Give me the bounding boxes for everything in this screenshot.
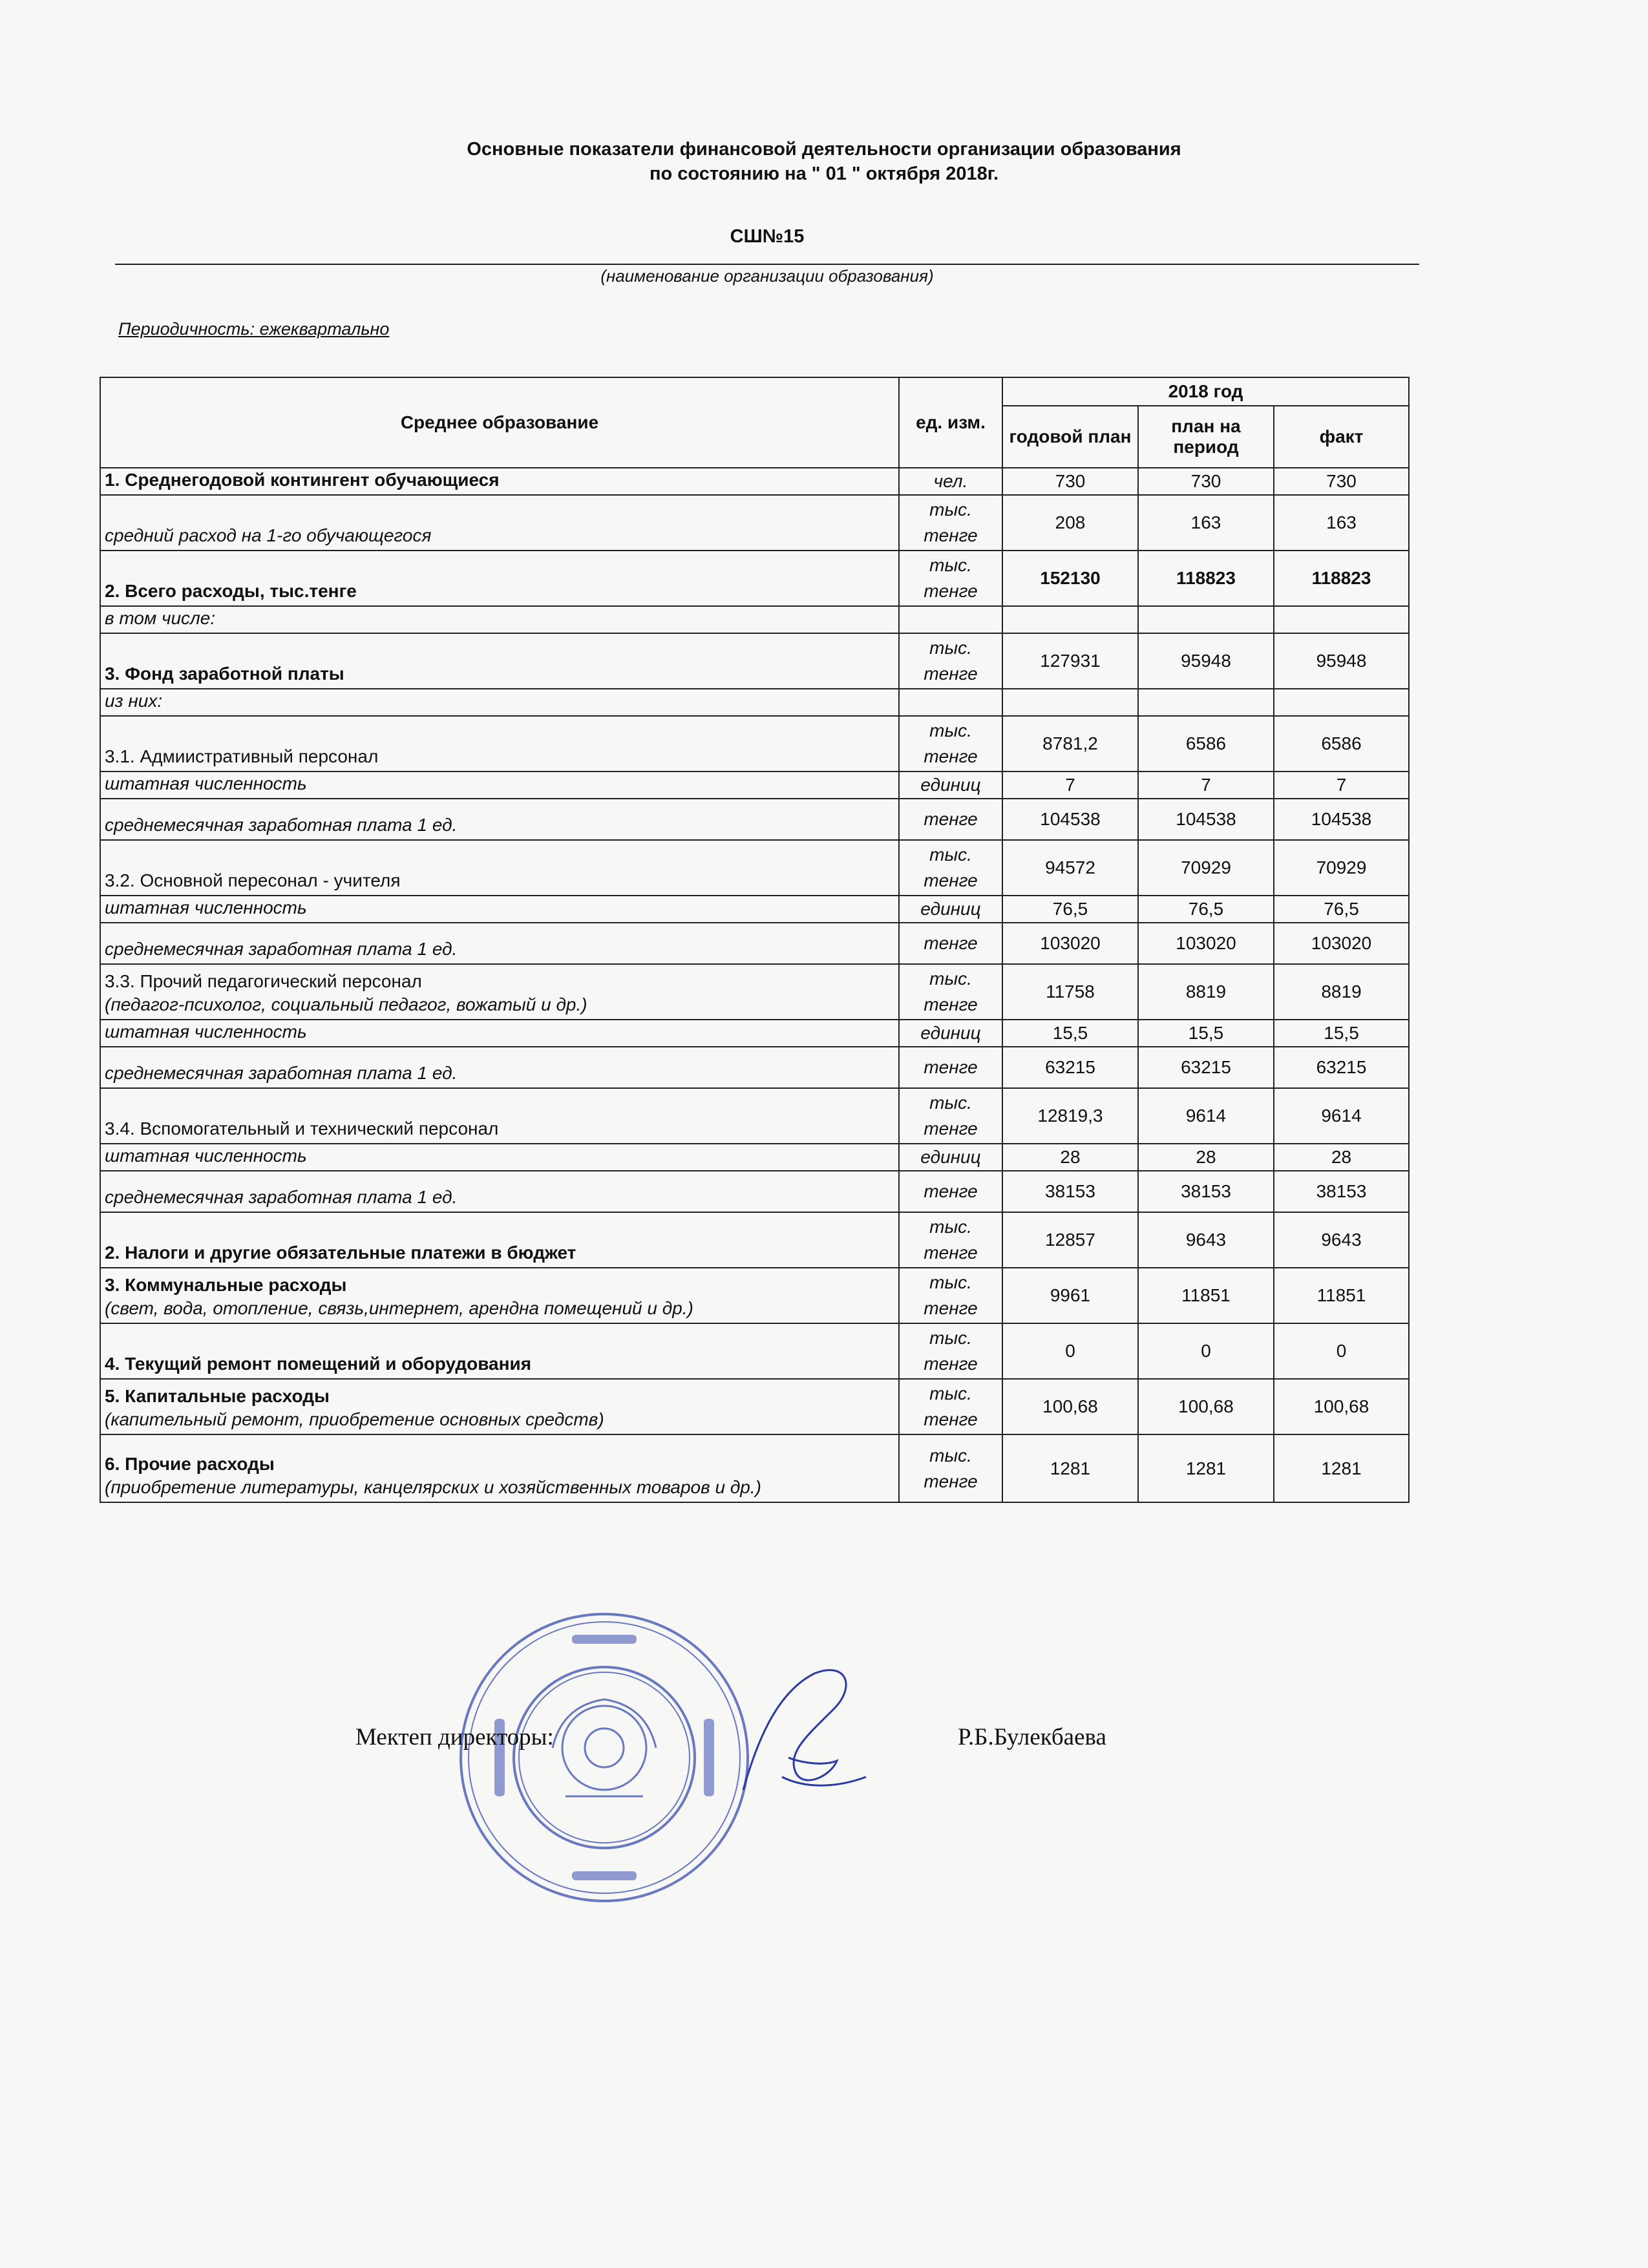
- director-name: Р.Б.Булекбаева: [958, 1724, 1106, 1750]
- row-value-period: 7: [1138, 772, 1274, 799]
- table-row: [100, 1144, 1409, 1171]
- organization-name: СШ№15: [730, 226, 805, 247]
- row-unit: тыс. тенге: [899, 1323, 1002, 1379]
- row-label: штатная численность: [105, 1146, 307, 1166]
- row-value-fact: 100,68: [1274, 1379, 1409, 1434]
- row-label-cell: [100, 840, 899, 896]
- director-label: Мектеп директоры:: [355, 1724, 554, 1750]
- row-value-period: 63215: [1138, 1047, 1274, 1088]
- row-unit: тенге: [899, 1171, 1002, 1212]
- row-label: среднемесячная заработная плата 1 ед.: [105, 815, 458, 835]
- row-label-cell: [100, 716, 899, 772]
- row-value-fact: 103020: [1274, 923, 1409, 964]
- row-value-period: 118823: [1138, 551, 1274, 606]
- row-unit: тыс. тенге: [899, 1212, 1002, 1268]
- row-value-fact: 15,5: [1274, 1020, 1409, 1047]
- row-unit: тыс. тенге: [899, 495, 1002, 551]
- row-sublabel: (свет, вода, отопление, связь,интернет, арендна помещений и др.): [105, 1298, 693, 1318]
- row-label-cell: [100, 964, 899, 1020]
- row-label-cell: [100, 689, 899, 716]
- row-label: 6. Прочие расходы: [105, 1454, 275, 1474]
- table-row: [100, 840, 1409, 896]
- row-unit: тыс. тенге: [899, 964, 1002, 1020]
- row-value-annual: 15,5: [1002, 1020, 1138, 1047]
- row-label: штатная численность: [105, 773, 307, 793]
- row-value-fact: 11851: [1274, 1268, 1409, 1323]
- row-value-annual: [1002, 606, 1138, 633]
- row-label-cell: [100, 551, 899, 606]
- row-value-fact: 70929: [1274, 840, 1409, 896]
- table-row: [100, 606, 1409, 633]
- row-value-annual: 127931: [1002, 633, 1138, 689]
- row-label: из них:: [105, 691, 163, 711]
- row-value-period: 70929: [1138, 840, 1274, 896]
- row-value-annual: 11758: [1002, 964, 1138, 1020]
- row-label-cell: [100, 1434, 899, 1502]
- table-row: [100, 964, 1409, 1020]
- row-label: в том числе:: [105, 608, 216, 628]
- row-label-cell: [100, 1268, 899, 1323]
- row-label-cell: [100, 468, 899, 495]
- row-value-fact: 6586: [1274, 716, 1409, 772]
- row-label: 5. Капитальные расходы: [105, 1386, 330, 1406]
- row-value-fact: [1274, 606, 1409, 633]
- row-value-annual: 730: [1002, 468, 1138, 495]
- header-unit: ед. изм.: [899, 377, 1002, 468]
- row-value-period: 76,5: [1138, 896, 1274, 923]
- row-value-annual: 94572: [1002, 840, 1138, 896]
- table-row: [100, 1088, 1409, 1144]
- table-row: [100, 772, 1409, 799]
- table-row: [100, 495, 1409, 551]
- row-label-cell: [100, 1144, 899, 1171]
- row-label-cell: [100, 495, 899, 551]
- periodicity-note: Периодичность: ежеквартально: [118, 319, 390, 339]
- row-unit: единиц: [899, 1144, 1002, 1171]
- row-label: 3.3. Прочий педагогический персонал: [105, 971, 422, 991]
- row-value-fact: [1274, 689, 1409, 716]
- table-row: [100, 1379, 1409, 1434]
- row-unit: тенге: [899, 799, 1002, 840]
- row-value-period: 9643: [1138, 1212, 1274, 1268]
- row-label-cell: [100, 1047, 899, 1088]
- director-signature: [717, 1648, 885, 1816]
- row-unit: тыс. тенге: [899, 1088, 1002, 1144]
- title-line-2: по состоянию на " 01 " октября 2018г.: [649, 163, 999, 184]
- row-value-fact: 730: [1274, 468, 1409, 495]
- row-value-period: 100,68: [1138, 1379, 1274, 1434]
- table-row: [100, 896, 1409, 923]
- document-title: [0, 137, 1648, 186]
- row-label-cell: [100, 1379, 899, 1434]
- row-label: штатная численность: [105, 1022, 307, 1042]
- row-value-annual: 8781,2: [1002, 716, 1138, 772]
- row-label-cell: [100, 1323, 899, 1379]
- row-value-fact: 63215: [1274, 1047, 1409, 1088]
- row-unit: [899, 689, 1002, 716]
- row-sublabel: (капительный ремонт, приобретение основных средств): [105, 1409, 604, 1429]
- row-unit: единиц: [899, 896, 1002, 923]
- row-value-period: 95948: [1138, 633, 1274, 689]
- table-row: [100, 1268, 1409, 1323]
- row-label-cell: [100, 633, 899, 689]
- table-row: [100, 799, 1409, 840]
- row-label-cell: [100, 923, 899, 964]
- table-row: [100, 633, 1409, 689]
- row-sublabel: (приобретение литературы, канцелярских и хозяйственных товаров и др.): [105, 1477, 761, 1497]
- row-value-annual: 104538: [1002, 799, 1138, 840]
- table-body: [100, 468, 1409, 1502]
- row-label-cell: [100, 1088, 899, 1144]
- row-label: 3.1. Адмиистративный персонал: [105, 746, 379, 766]
- row-value-period: 103020: [1138, 923, 1274, 964]
- row-label-cell: [100, 799, 899, 840]
- title-line-1: Основные показатели финансовой деятельности организации образования: [467, 139, 1181, 160]
- table-row: [100, 716, 1409, 772]
- row-label: 3. Фонд заработной платы: [105, 664, 344, 684]
- table-row: [100, 1212, 1409, 1268]
- row-unit: чел.: [899, 468, 1002, 495]
- row-value-annual: [1002, 689, 1138, 716]
- row-value-annual: 100,68: [1002, 1379, 1138, 1434]
- table-row: [100, 1171, 1409, 1212]
- row-value-annual: 38153: [1002, 1171, 1138, 1212]
- table-row: [100, 689, 1409, 716]
- row-label-cell: [100, 606, 899, 633]
- row-value-annual: 63215: [1002, 1047, 1138, 1088]
- row-label: среднемесячная заработная плата 1 ед.: [105, 1063, 458, 1083]
- row-value-period: 38153: [1138, 1171, 1274, 1212]
- organization-caption: (наименование организации образования): [600, 266, 934, 286]
- table-row: [100, 1047, 1409, 1088]
- row-value-annual: 12857: [1002, 1212, 1138, 1268]
- row-unit: тенге: [899, 923, 1002, 964]
- row-value-period: 9614: [1138, 1088, 1274, 1144]
- row-unit: тыс. тенге: [899, 551, 1002, 606]
- row-value-period: [1138, 606, 1274, 633]
- row-unit: тыс. тенге: [899, 716, 1002, 772]
- row-unit: единиц: [899, 1020, 1002, 1047]
- row-value-period: 163: [1138, 495, 1274, 551]
- row-value-fact: 8819: [1274, 964, 1409, 1020]
- row-label-cell: [100, 896, 899, 923]
- row-label: 1. Среднегодовой контингент обучающиеся: [105, 470, 500, 490]
- row-label: среднемесячная заработная плата 1 ед.: [105, 939, 458, 959]
- row-value-fact: 104538: [1274, 799, 1409, 840]
- row-value-fact: 76,5: [1274, 896, 1409, 923]
- row-unit: тыс. тенге: [899, 633, 1002, 689]
- financial-indicators-table: [100, 377, 1410, 1503]
- official-seal-stamp: [456, 1609, 753, 1906]
- row-label: средний расход на 1-го обучающегося: [105, 525, 432, 545]
- row-label-cell: [100, 1171, 899, 1212]
- organization-underline: [115, 264, 1419, 265]
- row-value-period: 1281: [1138, 1434, 1274, 1502]
- row-label: 2. Всего расходы, тыс.тенге: [105, 581, 357, 601]
- row-value-period: 104538: [1138, 799, 1274, 840]
- row-sublabel: (педагог-психолог, социальный педагог, вожатый и др.): [105, 994, 587, 1014]
- table-row: [100, 1323, 1409, 1379]
- row-value-annual: 103020: [1002, 923, 1138, 964]
- row-value-fact: 0: [1274, 1323, 1409, 1379]
- row-value-period: 28: [1138, 1144, 1274, 1171]
- table-row: [100, 1020, 1409, 1047]
- row-value-annual: 1281: [1002, 1434, 1138, 1502]
- row-label: штатная численность: [105, 898, 307, 918]
- row-unit: тыс. тенге: [899, 840, 1002, 896]
- row-value-period: 0: [1138, 1323, 1274, 1379]
- row-value-annual: 7: [1002, 772, 1138, 799]
- row-label: 3.2. Основной пересонал - учителя: [105, 870, 401, 890]
- row-value-period: 8819: [1138, 964, 1274, 1020]
- row-label: 2. Налоги и другие обязательные платежи в бюджет: [105, 1243, 576, 1263]
- row-value-annual: 28: [1002, 1144, 1138, 1171]
- header-annual-plan: годовой план: [1002, 406, 1138, 468]
- row-value-annual: 0: [1002, 1323, 1138, 1379]
- row-label: 3.4. Вспомогательный и технический персонал: [105, 1118, 499, 1139]
- row-label: 4. Текущий ремонт помещений и оборудования: [105, 1354, 532, 1374]
- row-value-fact: 1281: [1274, 1434, 1409, 1502]
- row-unit: тыс. тенге: [899, 1379, 1002, 1434]
- row-unit: тыс. тенге: [899, 1268, 1002, 1323]
- row-unit: тенге: [899, 1047, 1002, 1088]
- row-value-fact: 163: [1274, 495, 1409, 551]
- row-value-annual: 208: [1002, 495, 1138, 551]
- row-value-period: 730: [1138, 468, 1274, 495]
- table-header-row: [100, 377, 1409, 406]
- row-unit: единиц: [899, 772, 1002, 799]
- row-value-fact: 118823: [1274, 551, 1409, 606]
- row-value-fact: 28: [1274, 1144, 1409, 1171]
- table-row: [100, 923, 1409, 964]
- row-value-period: 15,5: [1138, 1020, 1274, 1047]
- header-section: Среднее образование: [100, 377, 899, 468]
- table-row: [100, 551, 1409, 606]
- row-value-period: 6586: [1138, 716, 1274, 772]
- row-value-period: 11851: [1138, 1268, 1274, 1323]
- row-value-fact: 38153: [1274, 1171, 1409, 1212]
- row-value-fact: 9643: [1274, 1212, 1409, 1268]
- row-value-period: [1138, 689, 1274, 716]
- row-value-fact: 7: [1274, 772, 1409, 799]
- row-label-cell: [100, 772, 899, 799]
- table-row: [100, 468, 1409, 495]
- row-value-fact: 9614: [1274, 1088, 1409, 1144]
- row-value-fact: 95948: [1274, 633, 1409, 689]
- row-label: 3. Коммунальные расходы: [105, 1275, 347, 1295]
- row-value-annual: 152130: [1002, 551, 1138, 606]
- row-label-cell: [100, 1212, 899, 1268]
- row-value-annual: 12819,3: [1002, 1088, 1138, 1144]
- header-period-plan: план на период: [1138, 406, 1274, 468]
- row-unit: [899, 606, 1002, 633]
- row-value-annual: 9961: [1002, 1268, 1138, 1323]
- row-value-annual: 76,5: [1002, 896, 1138, 923]
- row-label: среднемесячная заработная плата 1 ед.: [105, 1187, 458, 1207]
- table-row: [100, 1434, 1409, 1502]
- row-label-cell: [100, 1020, 899, 1047]
- row-unit: тыс. тенге: [899, 1434, 1002, 1502]
- header-year: 2018 год: [1002, 377, 1409, 406]
- header-fact: факт: [1274, 406, 1409, 468]
